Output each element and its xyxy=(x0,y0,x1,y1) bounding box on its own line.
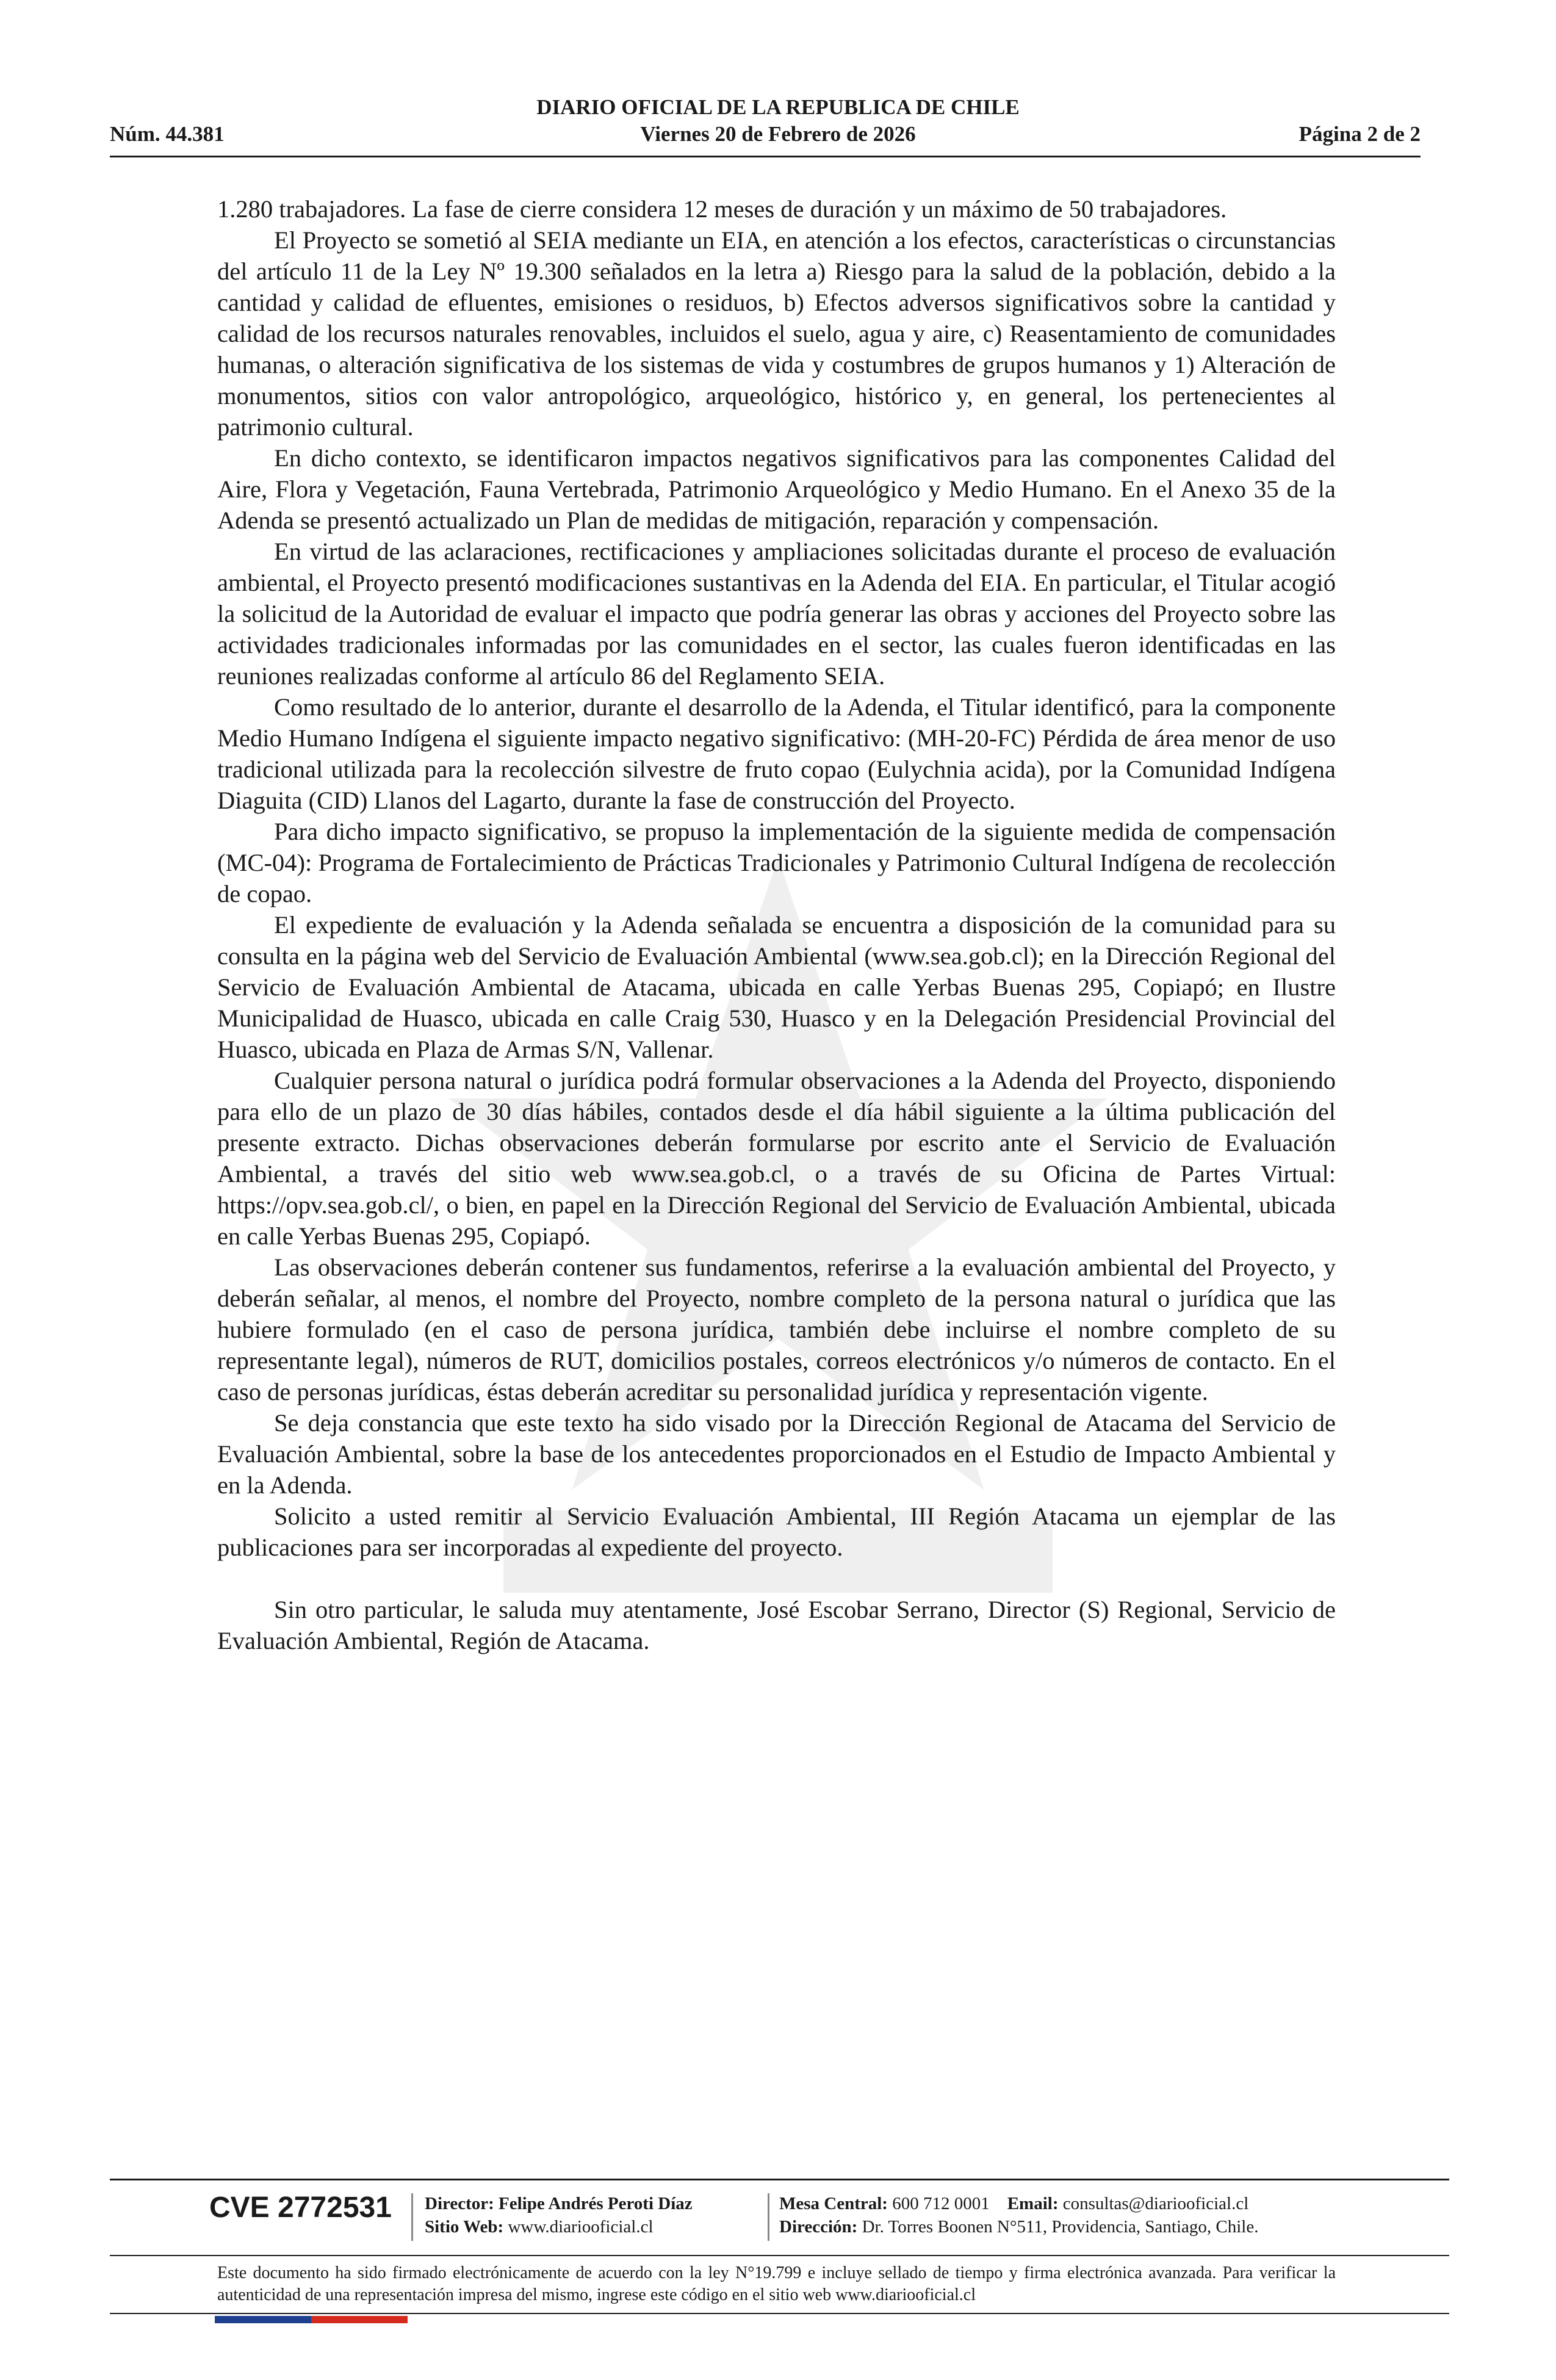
email-label: Email: xyxy=(1007,2194,1059,2213)
newspaper-title: DIARIO OFICIAL DE LA REPUBLICA DE CHILE xyxy=(536,95,1020,119)
director-name: Felipe Andrés Peroti Díaz xyxy=(499,2194,693,2213)
footer-director-column xyxy=(425,2192,693,2238)
paragraph: 1.280 trabajadores. La fase de cierre considera 12 meses de duración y un máximo de 50 trabajadores. xyxy=(217,195,1227,223)
paragraph: El Proyecto se sometió al SEIA mediante un EIA, en atención a los efectos, características o circunstancias del artículo 11 de la Ley Nº 19.300 señalados en la letra a) Riesgo para la salud de la población, debido a la cantidad y calidad de efluentes, emisiones o residuos, b) Efectos adversos significativos sobre la cantidad y calidad de los recursos naturales renovables, incluidos el suelo, agua y aire, c) Reasentamiento de comunidades humanas, o alteración significativa de los sistemas de vida y costumbres de grupos humanos y 1) Alteración de monumentos, sitios con valor antropológico, arqueológico, histórico y, en general, los pertenecientes al patrimonio cultural. xyxy=(217,226,1336,441)
paragraph: En virtud de las aclaraciones, rectificaciones y ampliaciones solicitadas durante el proceso de evaluación ambiental, el Proyecto presentó modificaciones sustantivas en la Adenda del EIA. En particular, el Titular acogió la solicitud de la Autoridad de evaluar el impacto que podría generar las obras y acciones del Proyecto sobre las actividades tradicionales informadas por las comunidades en el sector, las cuales fueron identificadas en las reuniones realizadas conforme al artículo 86 del Reglamento SEIA. xyxy=(217,538,1336,690)
address-label: Dirección: xyxy=(779,2217,858,2237)
email-link[interactable]: consultas@diariooficial.cl xyxy=(1062,2194,1249,2213)
website-label: Sitio Web: xyxy=(425,2217,504,2237)
paragraph: Solicito a usted remitir al Servicio Evaluación Ambiental, III Región Atacama un ejemplar de las publicaciones para ser incorporadas al expediente del proyecto. xyxy=(217,1502,1336,1561)
address: Dr. Torres Boonen N°511, Providencia, Santiago, Chile. xyxy=(862,2217,1259,2237)
paragraph: El expediente de evaluación y la Adenda señalada se encuentra a disposición de la comunidad para su consulta en la página web del Servicio de Evaluación Ambiental (www.sea.gob.cl); en la Dirección Regional del Servicio de Evaluación Ambiental de Atacama, ubicada en calle Yerbas Buenas 295, Copiapó; en Ilustre Municipalidad de Huasco, ubicada en calle Craig 530, Huasco y en la Delegación Presidencial Provincial del Huasco, ubicada en Plaza de Armas S/N, Vallenar. xyxy=(217,911,1336,1063)
flag-stripe-blue xyxy=(215,2316,311,2323)
flag-stripe-red xyxy=(311,2316,408,2323)
cve-code: CVE 2772531 xyxy=(209,2191,392,2224)
footer-divider-top xyxy=(110,2179,1449,2180)
footer-divider-mid xyxy=(110,2255,1449,2256)
paragraph: En dicho contexto, se identificaron impactos negativos significativos para las componentes Calidad del Aire, Flora y Vegetación, Fauna Vertebrada, Patrimonio Arqueológico y Medio Humano. En el Anexo 35 de la Adenda se presentó actualizado un Plan de medidas de mitigación, reparación y compensación. xyxy=(217,444,1336,534)
closing-paragraph: Sin otro particular, le saluda muy atentamente, José Escobar Serrano, Director (S) Regional, Servicio de Evaluación Ambiental, Región de Atacama. xyxy=(217,1596,1336,1654)
header-divider xyxy=(110,156,1421,157)
paragraph: Cualquier persona natural o jurídica podrá formular observaciones a la Adenda del Proyecto, disponiendo para ello de un plazo de 30 días hábiles, contados desde el día hábil siguiente a la última publicación del presente extracto. Dichas observaciones deberán formularse por escrito ante el Servicio de Evaluación Ambiental, a través del sitio web www.sea.gob.cl, o a través de su Oficina de Partes Virtual: https://opv.sea.gob.cl/, o bien, en papel en la Dirección Regional del Servicio de Evaluación Ambiental, ubicada en calle Yerbas Buenas 295, Copiapó. xyxy=(217,1067,1336,1250)
page-indicator: Página 2 de 2 xyxy=(1298,122,1421,146)
issue-date: Viernes 20 de Febrero de 2026 xyxy=(640,122,916,146)
issue-number: Núm. 44.381 xyxy=(110,122,225,146)
footer-separator xyxy=(768,2193,769,2241)
website-link[interactable]: www.diariooficial.cl xyxy=(508,2217,654,2237)
footer-divider-bottom xyxy=(110,2313,1449,2314)
footer-contact-column xyxy=(779,2192,1258,2238)
mesa-phone: 600 712 0001 xyxy=(892,2194,990,2213)
director-label: Director: xyxy=(425,2194,494,2213)
paragraph: Como resultado de lo anterior, durante el desarrollo de la Adenda, el Titular identificó, para la componente Medio Humano Indígena el siguiente impacto negativo significativo: (MH-20-FC) Pérdida de área menor de uso tradicional utilizada para la recolección silvestre de fruto copao (Eulychnia acida), por la Comunidad Indígena Diaguita (CID) Llanos del Lagarto, durante la fase de construcción del Proyecto. xyxy=(217,693,1336,814)
paragraph: Para dicho impacto significativo, se propuso la implementación de la siguiente medida de compensación (MC-04): Programa de Fortalecimiento de Prácticas Tradicionales y Patrimonio Cultural Indígena de recolección de copao. xyxy=(217,818,1336,907)
page-header xyxy=(0,0,1556,165)
article-body xyxy=(217,193,1336,1656)
paragraph: Se deja constancia que este texto ha sido visado por la Dirección Regional de Atacama del Servicio de Evaluación Ambiental, sobre la base de los antecedentes proporcionados en el Estudio de Impacto Ambiental y en la Adenda. xyxy=(217,1409,1336,1499)
mesa-label: Mesa Central: xyxy=(779,2194,888,2213)
paragraph: Las observaciones deberán contener sus fundamentos, referirse a la evaluación ambiental del Proyecto, y deberán señalar, al menos, el nombre del Proyecto, nombre completo de la persona natural o jurídica que las hubiere formulado (en el caso de persona jurídica, también debe incluirse el nombre completo de su representante legal), números de RUT, domicilios postales, correos electrónicos y/o números de contacto. En el caso de personas jurídicas, éstas deberán acreditar su personalidad jurídica y representación vigente. xyxy=(217,1253,1336,1405)
footer-separator xyxy=(411,2193,413,2241)
legal-notice: Este documento ha sido firmado electrónicamente de acuerdo con la ley N°19.799 e incluye sellado de tiempo y firma electrónica avanzada. Para verificar la autenticidad de una representación impresa del mismo, ingrese este código en el sitio web www.diariooficial.cl xyxy=(217,2263,1336,2304)
